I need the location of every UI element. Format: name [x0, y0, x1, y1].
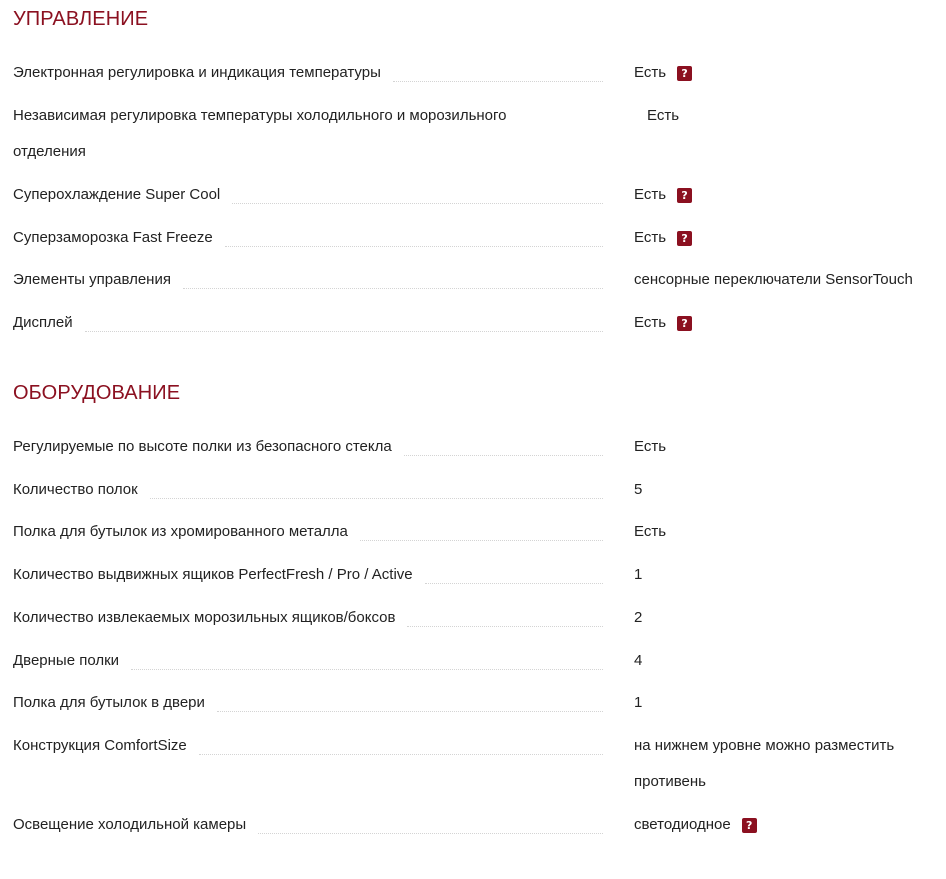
help-icon[interactable]: ?: [677, 66, 692, 81]
spec-value: Есть: [634, 229, 667, 246]
spec-value: Есть: [634, 64, 667, 81]
spec-value: 1: [634, 694, 643, 711]
spec-label: Электронная регулировка и индикация температуры: [13, 55, 393, 91]
spec-value: 2: [634, 609, 643, 626]
dotted-leader: [404, 455, 603, 456]
spec-value: сенсорные переключатели SensorTouch: [634, 271, 913, 288]
dotted-leader: [407, 626, 603, 627]
spec-value: Есть: [647, 107, 680, 124]
dotted-leader: [360, 540, 603, 541]
spec-label: Полка для бутылок в двери: [13, 685, 217, 721]
spec-label: Количество выдвижных ящиков PerfectFresh / Pro / Active: [13, 557, 425, 593]
spec-label: Независимая регулировка температуры холодильного и морозильного отделения: [13, 98, 573, 170]
section-title-equipment: ОБОРУДОВАНИЕ: [13, 382, 181, 404]
dotted-leader: [258, 833, 603, 834]
spec-label: Суперохлаждение Super Cool: [13, 177, 232, 213]
help-icon[interactable]: ?: [677, 188, 692, 203]
dotted-leader: [85, 331, 603, 332]
spec-value: светодиодное: [634, 816, 731, 833]
spec-label: Количество полок: [13, 472, 150, 508]
spec-label: Суперзаморозка Fast Freeze: [13, 220, 225, 256]
spec-label: Освещение холодильной камеры: [13, 807, 258, 843]
spec-label: Регулируемые по высоте полки из безопасного стекла: [13, 429, 404, 465]
dotted-leader: [425, 583, 603, 584]
spec-label: Дисплей: [13, 305, 85, 341]
section-title-control: УПРАВЛЕНИЕ: [13, 8, 149, 30]
help-icon[interactable]: ?: [677, 316, 692, 331]
spec-value: 5: [634, 481, 643, 498]
spec-label: Конструкция ComfortSize: [13, 728, 199, 764]
dotted-leader: [199, 754, 603, 755]
spec-value: Есть: [634, 314, 667, 331]
spec-value: Есть: [634, 523, 667, 540]
spec-value: 1: [634, 566, 643, 583]
spec-label: Полка для бутылок из хромированного металла: [13, 514, 360, 550]
help-icon[interactable]: ?: [742, 818, 757, 833]
spec-value: Есть: [634, 438, 667, 455]
dotted-leader: [217, 711, 603, 712]
dotted-leader: [131, 669, 603, 670]
help-icon[interactable]: ?: [677, 231, 692, 246]
dotted-leader: [393, 81, 603, 82]
spec-value: на нижнем уровне можно разместить противень: [634, 737, 895, 790]
spec-label: Элементы управления: [13, 262, 183, 298]
spec-value: 4: [634, 652, 643, 669]
dotted-leader: [150, 498, 603, 499]
spec-label: Дверные полки: [13, 643, 131, 679]
spec-label: Количество извлекаемых морозильных ящиков/боксов: [13, 600, 407, 636]
dotted-leader: [225, 246, 603, 247]
dotted-leader: [232, 203, 603, 204]
spec-value: Есть: [634, 186, 667, 203]
dotted-leader: [183, 288, 603, 289]
